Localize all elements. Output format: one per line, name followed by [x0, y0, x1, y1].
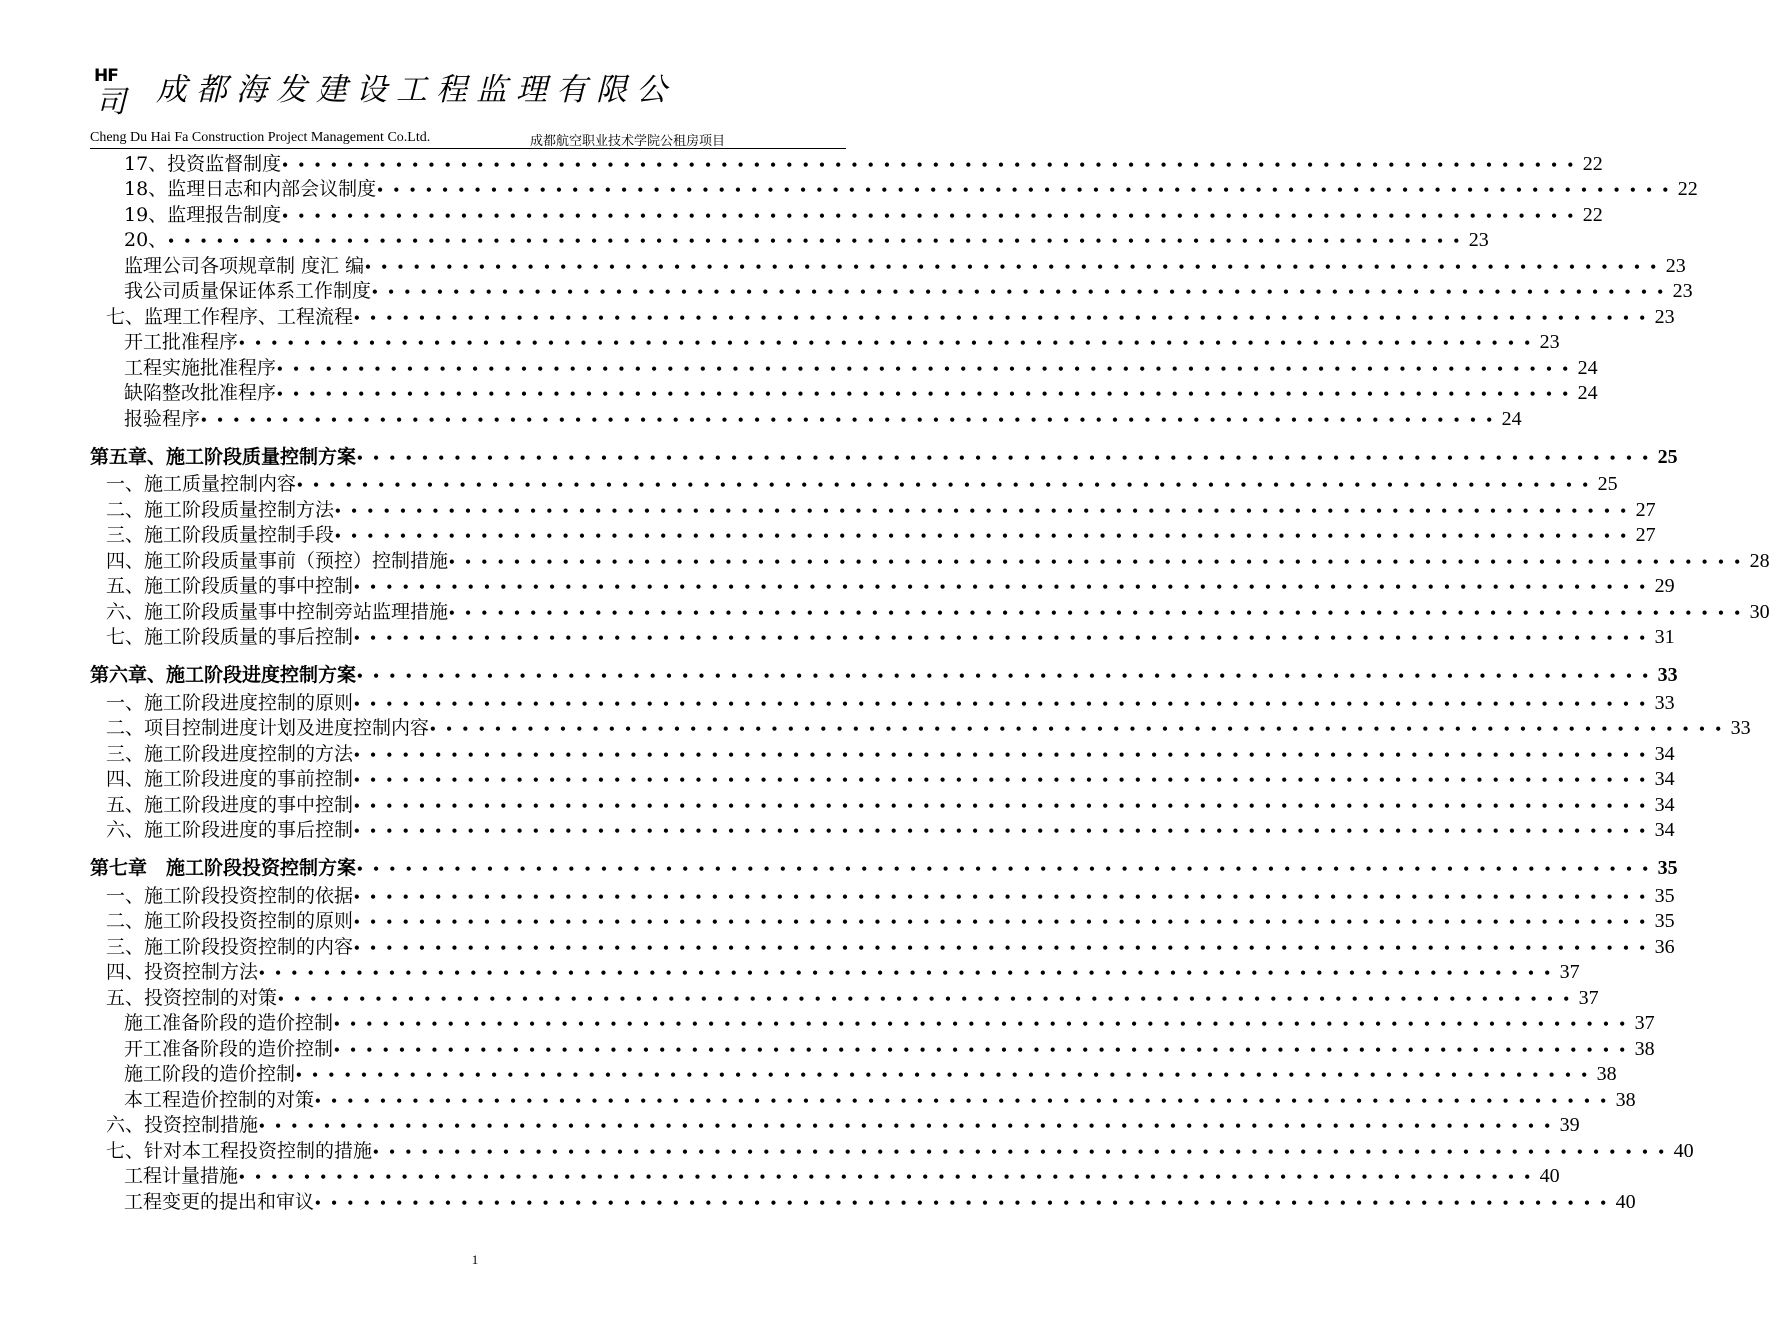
toc-entry-title: 我公司质量保证体系工作制度: [124, 280, 372, 302]
toc-entry[interactable]: [90, 982, 1599, 1009]
toc-entry-page: 23: [1539, 331, 1560, 353]
toc-leader-dots: ••••••••••••••••••••••••••••••••••••••••••••••••••••••••••••••••••••••••••••••••: [281, 157, 1583, 172]
toc-entry[interactable]: [90, 494, 1656, 521]
company-banner: [90, 62, 846, 128]
toc-entry-title: 19、监理报告制度: [124, 203, 282, 226]
toc-entry-page: 25: [1657, 445, 1678, 468]
toc-entry-title: 工程计量措施: [124, 1165, 239, 1187]
header-subline: [90, 128, 846, 149]
toc-entry[interactable]: [90, 1008, 1655, 1034]
toc-entry-page: 22: [1582, 152, 1603, 175]
toc-entry-page: 36: [1654, 935, 1675, 958]
toc-entry[interactable]: [90, 1084, 1636, 1111]
toc-entry-page: 29: [1654, 575, 1675, 597]
toc-chapter-entry[interactable]: [90, 651, 1678, 686]
toc-entry-title: 六、施工阶段质量事中控制旁站监理措施: [106, 600, 449, 623]
toc-leader-dots: ••••••••••••••••••••••••••••••••••••••••••••••••••••••••••••••••••••••••••••••••: [276, 361, 1578, 376]
toc-entry-page: 23: [1672, 280, 1693, 302]
toc-leader-dots: ••••••••••••••••••••••••••••••••••••••••••••••••••••••••••••••••••••••••••••••••: [353, 889, 1655, 904]
toc-leader-dots: ••••••••••••••••••••••••••••••••••••••••••••••••••••••••••••••••••••••••••••••••: [356, 669, 1658, 683]
toc-entry[interactable]: [90, 469, 1618, 495]
toc-entry-page: 24: [1577, 356, 1598, 379]
toc-entry[interactable]: [90, 1033, 1655, 1060]
toc-entry[interactable]: [90, 520, 1656, 546]
toc-entry-title: 施工阶段的造价控制: [124, 1063, 296, 1085]
toc-entry[interactable]: [90, 713, 1751, 739]
company-logo: HF: [94, 66, 118, 86]
toc-entry-page: 33: [1654, 691, 1675, 714]
toc-entry-title: 一、施工质量控制内容: [106, 473, 297, 495]
toc-leader-dots: ••••••••••••••••••••••••••••••••••••••••••••••••••••••••••••••••••••••••••••••••: [353, 915, 1655, 929]
toc-entry[interactable]: [90, 352, 1598, 379]
toc-leader-dots: ••••••••••••••••••••••••••••••••••••••••••••••••••••••••••••••••••••••••••••••••: [429, 722, 1731, 736]
toc-leader-dots: ••••••••••••••••••••••••••••••••••••••••••••••••••••••••••••••••••••••••••••••••: [353, 940, 1655, 955]
toc-entry-page: 23: [1665, 254, 1686, 277]
toc-entry[interactable]: [90, 545, 1770, 572]
toc-leader-dots: ••••••••••••••••••••••••••••••••••••••••••••••••••••••••••••••••••••••••••••••••: [200, 412, 1502, 427]
toc-entry-page: 40: [1539, 1165, 1560, 1187]
toc-entry-title: 三、施工阶段投资控制的内容: [106, 935, 354, 958]
toc-leader-dots: ••••••••••••••••••••••••••••••••••••••••••••••••••••••••••••••••••••••••••••••••: [314, 1093, 1616, 1108]
company-name-cn: 成都海发建设工程监理有限公: [156, 72, 676, 108]
toc-entry-page: 30: [1749, 600, 1770, 623]
toc-entry-title: 六、施工阶段进度的事后控制: [106, 819, 354, 841]
toc-leader-dots: ••••••••••••••••••••••••••••••••••••••••••••••••••••••••••••••••••••••••••••••••: [353, 773, 1655, 787]
toc-entry-page: 40: [1673, 1139, 1694, 1162]
toc-leader-dots: ••••••••••••••••••••••••••••••••••••••••••••••••••••••••••••••••••••••••••••••••: [296, 478, 1598, 492]
toc-entry-page: 40: [1615, 1190, 1636, 1213]
toc-entry-page: 31: [1654, 626, 1675, 648]
toc-entry[interactable]: [90, 1186, 1636, 1213]
toc-entry-title: 监理公司各项规章制 度汇 编: [124, 254, 365, 277]
toc-entry[interactable]: [90, 622, 1675, 648]
toc-entry-page: 35: [1654, 910, 1675, 932]
toc-leader-dots: ••••••••••••••••••••••••••••••••••••••••••••••••••••••••••••••••••••••••••••••••: [277, 991, 1579, 1006]
toc-entry-page: 28: [1749, 549, 1770, 572]
toc-entry-title: 三、施工阶段进度控制的方法: [106, 742, 354, 765]
toc-chapter-entry[interactable]: [90, 433, 1678, 468]
toc-entry-title: 施工准备阶段的造价控制: [124, 1012, 334, 1034]
toc-entry-title: 一、施工阶段投资控制的依据: [106, 884, 354, 907]
toc-entry[interactable]: [90, 880, 1675, 907]
toc-leader-dots: ••••••••••••••••••••••••••••••••••••••••••••••••••••••••••••••••••••••••••••••••: [353, 824, 1655, 838]
toc-entry[interactable]: [90, 931, 1675, 958]
toc-entry[interactable]: [90, 1135, 1694, 1162]
toc-entry-page: 37: [1634, 1012, 1655, 1034]
toc-entry[interactable]: [90, 738, 1675, 765]
toc-entry-title: 七、针对本工程投资控制的措施: [106, 1139, 373, 1162]
toc-entry-title: 第五章、施工阶段质量控制方案: [90, 445, 357, 468]
toc-entry-page: 34: [1654, 742, 1675, 765]
toc-entry-title: 17、投资监督制度: [124, 152, 282, 175]
toc-entry[interactable]: [90, 596, 1770, 623]
toc-leader-dots: ••••••••••••••••••••••••••••••••••••••••••••••••••••••••••••••••••••••••••••••••: [334, 529, 1636, 543]
toc-entry[interactable]: [90, 1059, 1617, 1085]
toc-entry[interactable]: [90, 687, 1675, 714]
toc-entry-page: 33: [1657, 664, 1678, 686]
table-of-contents: [90, 148, 1770, 1213]
toc-entry-title: 二、施工阶段投资控制的原则: [106, 910, 354, 932]
toc-entry[interactable]: [90, 199, 1603, 226]
toc-entry[interactable]: [90, 764, 1675, 790]
toc-entry-title: 七、施工阶段质量的事后控制: [106, 626, 354, 648]
toc-leader-dots: ••••••••••••••••••••••••••••••••••••••••••••••••••••••••••••••••••••••••••••••••: [376, 183, 1678, 197]
toc-entry-title: 三、施工阶段质量控制手段: [106, 524, 335, 546]
toc-leader-dots: ••••••••••••••••••••••••••••••••••••••••••••••••••••••••••••••••••••••••••••••••: [372, 1144, 1674, 1159]
toc-entry-page: 34: [1654, 768, 1675, 790]
toc-entry-page: 27: [1635, 498, 1656, 521]
page-header: [90, 62, 846, 149]
toc-entry-title: 18、监理日志和内部会议制度: [124, 178, 377, 200]
toc-entry-page: 38: [1596, 1063, 1617, 1085]
toc-entry[interactable]: [90, 815, 1675, 841]
toc-leader-dots: ••••••••••••••••••••••••••••••••••••••••••••••••••••••••••••••••••••••••••••••••: [314, 1195, 1616, 1210]
toc-leader-dots: ••••••••••••••••••••••••••••••••••••••••••••••••••••••••••••••••••••••••••••••••: [295, 1068, 1597, 1082]
toc-leader-dots: ••••••••••••••••••••••••••••••••••••••••••••••••••••••••••••••••••••••••••••••••: [448, 554, 1750, 569]
toc-entry-page: 37: [1578, 986, 1599, 1009]
toc-leader-dots: ••••••••••••••••••••••••••••••••••••••••••••••••••••••••••••••••••••••••••••••••: [353, 696, 1655, 711]
toc-entry-title: 五、施工阶段进度的事中控制: [106, 793, 354, 816]
toc-entry-title: 四、施工阶段进度的事前控制: [106, 768, 354, 790]
toc-leader-dots: ••••••••••••••••••••••••••••••••••••••••••••••••••••••••••••••••••••••••••••••••: [333, 1042, 1635, 1057]
toc-leader-dots: ••••••••••••••••••••••••••••••••••••••••••••••••••••••••••••••••••••••••••••••••: [364, 259, 1666, 274]
project-name: 成都航空职业技术学院公租房项目: [530, 134, 726, 149]
toc-leader-dots: ••••••••••••••••••••••••••••••••••••••••••••••••••••••••••••••••••••••••••••••••: [371, 285, 1673, 299]
toc-leader-dots: ••••••••••••••••••••••••••••••••••••••••••••••••••••••••••••••••••••••••••••••••: [353, 747, 1655, 762]
toc-entry-title: 开工准备阶段的造价控制: [124, 1037, 334, 1060]
toc-leader-dots: ••••••••••••••••••••••••••••••••••••••••••••••••••••••••••••••••••••••••••••••••: [238, 1170, 1540, 1184]
toc-entry[interactable]: [90, 250, 1686, 277]
toc-entry[interactable]: [90, 301, 1675, 328]
toc-entry[interactable]: [90, 957, 1580, 983]
toc-entry-title: 二、施工阶段质量控制方法: [106, 498, 335, 521]
toc-entry-page: 33: [1730, 717, 1751, 739]
toc-entry-title: 七、监理工作程序、工程流程: [106, 305, 354, 328]
toc-entry-title: 五、投资控制的对策: [106, 986, 278, 1009]
toc-leader-dots: ••••••••••••••••••••••••••••••••••••••••••••••••••••••••••••••••••••••••••••••••: [238, 336, 1540, 350]
toc-entry-title: 六、投资控制措施: [106, 1114, 259, 1136]
company-name-en: Cheng Du Hai Fa Construction Project Management Co.Ltd.: [90, 130, 431, 145]
toc-entry[interactable]: [90, 174, 1698, 200]
toc-entry-page: 38: [1615, 1088, 1636, 1111]
toc-entry-page: 22: [1677, 178, 1698, 200]
toc-entry-title: 一、施工阶段进度控制的原则: [106, 691, 354, 714]
toc-entry[interactable]: [90, 327, 1560, 353]
toc-entry-page: 34: [1654, 793, 1675, 816]
toc-entry[interactable]: [90, 378, 1598, 404]
toc-entry-title: 工程实施批准程序: [124, 356, 277, 379]
toc-entry-title: 缺陷整改批准程序: [124, 382, 277, 404]
toc-chapter-entry[interactable]: [90, 844, 1678, 879]
toc-entry-title: 开工批准程序: [124, 331, 239, 353]
toc-leader-dots: ••••••••••••••••••••••••••••••••••••••••••••••••••••••••••••••••••••••••••••••••: [353, 310, 1655, 325]
toc-leader-dots: ••••••••••••••••••••••••••••••••••••••••••••••••••••••••••••••••••••••••••••••••: [258, 966, 1560, 980]
toc-leader-dots: ••••••••••••••••••••••••••••••••••••••••••••••••••••••••••••••••••••••••••••••••: [167, 234, 1469, 248]
toc-entry-page: 24: [1577, 382, 1598, 404]
toc-entry-title: 二、项目控制进度计划及进度控制内容: [106, 717, 430, 739]
toc-entry[interactable]: [90, 789, 1675, 816]
toc-entry-page: 35: [1654, 884, 1675, 907]
toc-entry-page: 37: [1559, 961, 1580, 983]
toc-leader-dots: ••••••••••••••••••••••••••••••••••••••••••••••••••••••••••••••••••••••••••••••••: [333, 1017, 1635, 1031]
toc-leader-dots: ••••••••••••••••••••••••••••••••••••••••••••••••••••••••••••••••••••••••••••••••: [281, 208, 1583, 223]
toc-leader-dots: ••••••••••••••••••••••••••••••••••••••••••••••••••••••••••••••••••••••••••••••••: [356, 450, 1658, 465]
toc-entry-page: 23: [1654, 305, 1675, 328]
toc-leader-dots: ••••••••••••••••••••••••••••••••••••••••••••••••••••••••••••••••••••••••••••••••: [353, 631, 1655, 645]
toc-entry-page: 39: [1559, 1114, 1580, 1136]
page-number: 1: [471, 1252, 479, 1267]
toc-entry-page: 22: [1582, 203, 1603, 226]
toc-entry-title: 五、施工阶段质量的事中控制: [106, 575, 354, 597]
toc-entry-title: 四、投资控制方法: [106, 961, 259, 983]
toc-entry[interactable]: [90, 906, 1675, 932]
toc-entry-page: 25: [1597, 473, 1618, 495]
toc-entry[interactable]: [90, 225, 1489, 251]
toc-leader-dots: ••••••••••••••••••••••••••••••••••••••••••••••••••••••••••••••••••••••••••••••••: [356, 862, 1658, 876]
company-logo-char: 司: [96, 85, 126, 120]
toc-entry-title: 本工程造价控制的对策: [124, 1088, 315, 1111]
toc-leader-dots: ••••••••••••••••••••••••••••••••••••••••••••••••••••••••••••••••••••••••••••••••: [334, 503, 1636, 518]
toc-entry[interactable]: [90, 148, 1603, 175]
toc-entry-page: 24: [1501, 407, 1522, 430]
toc-entry-page: 34: [1654, 819, 1675, 841]
toc-entry-page: 35: [1657, 857, 1678, 879]
toc-entry-page: 27: [1635, 524, 1656, 546]
toc-entry-title: 工程变更的提出和审议: [124, 1190, 315, 1213]
toc-entry-title: 20、: [124, 229, 168, 251]
toc-entry[interactable]: [90, 403, 1522, 430]
toc-leader-dots: ••••••••••••••••••••••••••••••••••••••••••••••••••••••••••••••••••••••••••••••••: [448, 605, 1750, 620]
toc-entry-page: 23: [1468, 229, 1489, 251]
toc-leader-dots: ••••••••••••••••••••••••••••••••••••••••••••••••••••••••••••••••••••••••••••••••: [258, 1119, 1560, 1133]
toc-entry-page: 38: [1634, 1037, 1655, 1060]
toc-entry-title: 第六章、施工阶段进度控制方案: [90, 664, 357, 686]
toc-entry-title: 第七章 施工阶段投资控制方案: [90, 857, 357, 879]
toc-entry[interactable]: [90, 276, 1693, 302]
toc-entry[interactable]: [90, 571, 1675, 597]
toc-leader-dots: ••••••••••••••••••••••••••••••••••••••••••••••••••••••••••••••••••••••••••••••••: [276, 387, 1578, 401]
toc-entry-title: 报验程序: [124, 407, 201, 430]
toc-entry[interactable]: [90, 1110, 1580, 1136]
toc-entry[interactable]: [90, 1161, 1560, 1187]
toc-leader-dots: ••••••••••••••••••••••••••••••••••••••••••••••••••••••••••••••••••••••••••••••••: [353, 580, 1655, 594]
toc-entry-title: 四、施工阶段质量事前（预控）控制措施: [106, 549, 449, 572]
toc-leader-dots: ••••••••••••••••••••••••••••••••••••••••••••••••••••••••••••••••••••••••••••••••: [353, 798, 1655, 813]
